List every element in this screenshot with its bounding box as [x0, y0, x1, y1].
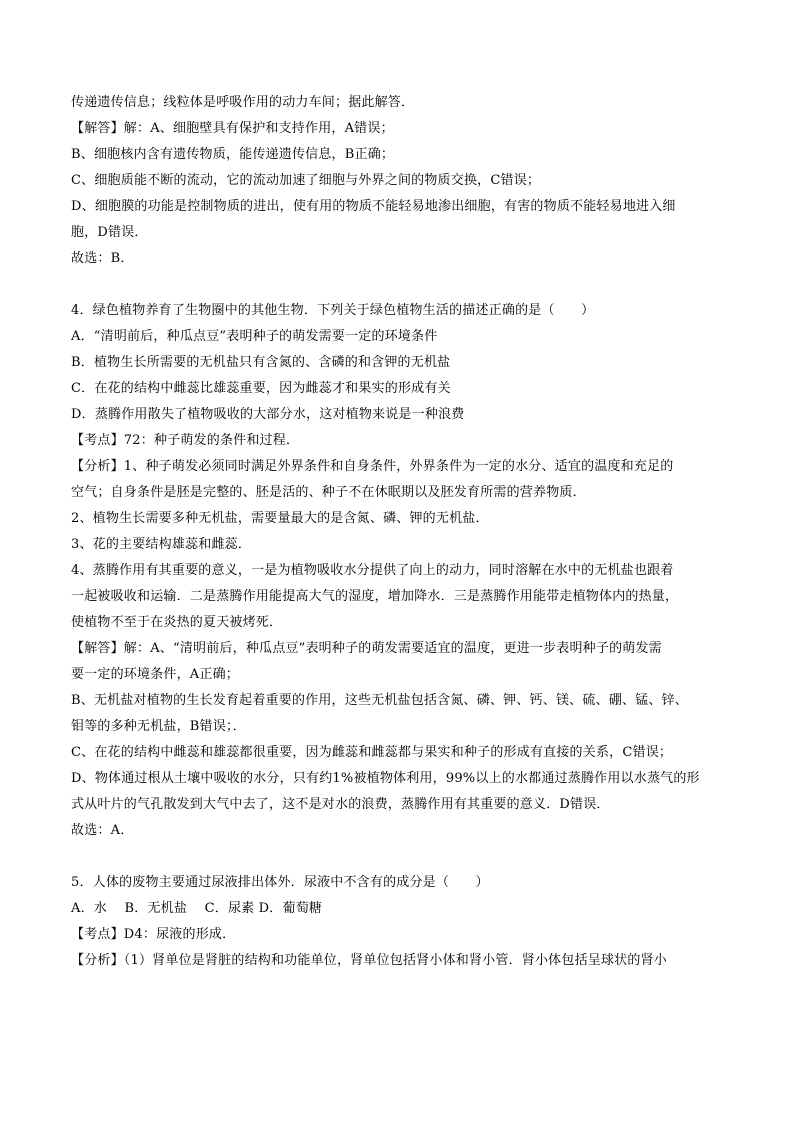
text-line: 【考点】D4：尿液的形成．: [71, 927, 236, 942]
text-line: 3、花的主要结构雄蕊和雌蕊．: [71, 537, 252, 552]
question-4-option-a: A．“清明前后，种瓜点豆”表明种子的萌发需要一定的环境条件: [71, 329, 438, 344]
text-line: 要一定的环境条件，A正确；: [71, 667, 239, 682]
text-line: 使植物不至于在炎热的夏天被烤死．: [71, 615, 283, 630]
text-line: 胞，D错误．: [71, 225, 148, 240]
text-line: 一起被吸收和运输．二是蒸腾作用能提高大气的湿度，增加降水．三是蒸腾作用能带走植物体内的热量，: [71, 589, 679, 604]
text-line: C、在花的结构中雌蕊和雄蕊都很重要，因为雌蕊和雌蕊都与果实和种子的形成有直接的关系，C错误；: [71, 745, 673, 760]
text-line: 【分析】（1）肾单位是肾脏的结构和功能单位，肾单位包括肾小体和肾小管．肾小体包括呈球状的肾小: [71, 953, 667, 968]
question-4-stem: 4．绿色植物养育了生物圈中的其他生物．下列关于绿色植物生活的描述正确的是（ ）: [71, 303, 595, 318]
text-line: C、细胞质能不断的流动，它的流动加速了细胞与外界之间的物质交换，C错误；: [71, 173, 541, 188]
question-4-option-c: C．在花的结构中雌蕊比雄蕊重要，因为雌蕊才和果实的形成有关: [71, 381, 451, 396]
text-line: 【考点】72：种子萌发的条件和过程．: [71, 433, 300, 448]
text-line: 故选：A．: [71, 823, 134, 838]
question-5-stem: 5．人体的废物主要通过尿液排出体外．尿液中不含有的成分是（ ）: [71, 875, 489, 890]
text-line: 空气；自身条件是胚是完整的、胚是活的、种子不在休眠期以及胚发育所需的营养物质．: [71, 485, 586, 500]
text-line: D、物体通过根从土壤中吸收的水分，只有约1%被植物体利用，99%以上的水都通过蒸腾作用以水蒸气的形: [71, 771, 700, 786]
text-line: 式从叶片的气孔散发到大气中去了，这不是对水的浪费，蒸腾作用有其重要的意义．D错误．: [71, 797, 610, 812]
text-line: 4、蒸腾作用有其重要的意义，一是为植物吸收水分提供了向上的动力，同时溶解在水中的无机盐也跟着: [71, 563, 674, 578]
text-line: 钼等的多种无机盐，B错误；．: [71, 719, 246, 734]
text-line: D、细胞膜的功能是控制物质的进出，使有用的物质不能轻易地渗出细胞，有害的物质不能轻易地进入细: [71, 199, 676, 214]
paragraph-gap: [71, 844, 721, 870]
text-line: 【分析】1、种子萌发必须同时满足外界条件和自身条件，外界条件为一定的水分、适宜的温度和充足的: [71, 459, 674, 474]
question-4-option-b: B．植物生长所需要的无机盐只有含氮的、含磷的和含钾的无机盐: [71, 355, 451, 370]
text-line: 【解答】解：A、“清明前后，种瓜点豆”表明种子的萌发需要适宜的温度，更进一步表明种子的萌发需: [71, 641, 662, 656]
text-line: 故选：B．: [71, 251, 134, 266]
question-4-option-d: D．蒸腾作用散失了植物吸收的大部分水，这对植物来说是一种浪费: [71, 407, 465, 422]
paragraph-gap: [71, 272, 721, 298]
question-5-options: A．水 B．无机盐 C．尿素 D．葡萄糖: [71, 901, 323, 916]
text-line: B、无机盐对植物的生长发育起着重要的作用，这些无机盐包括含氮、磷、钾、钙、镁、硫、硼、锰、锌、: [71, 693, 688, 708]
document-body: [71, 90, 721, 974]
text-line: 传递遗传信息；线粒体是呼吸作用的动力车间；据此解答．: [71, 95, 415, 110]
text-line: B、细胞核内含有遗传物质，能传递遗传信息，B正确；: [71, 147, 395, 162]
text-line: 2、植物生长需要多种无机盐，需要量最大的是含氮、磷、钾的无机盐．: [71, 511, 489, 526]
text-line: 【解答】解：A、细胞壁具有保护和支持作用，A错误；: [71, 121, 394, 136]
